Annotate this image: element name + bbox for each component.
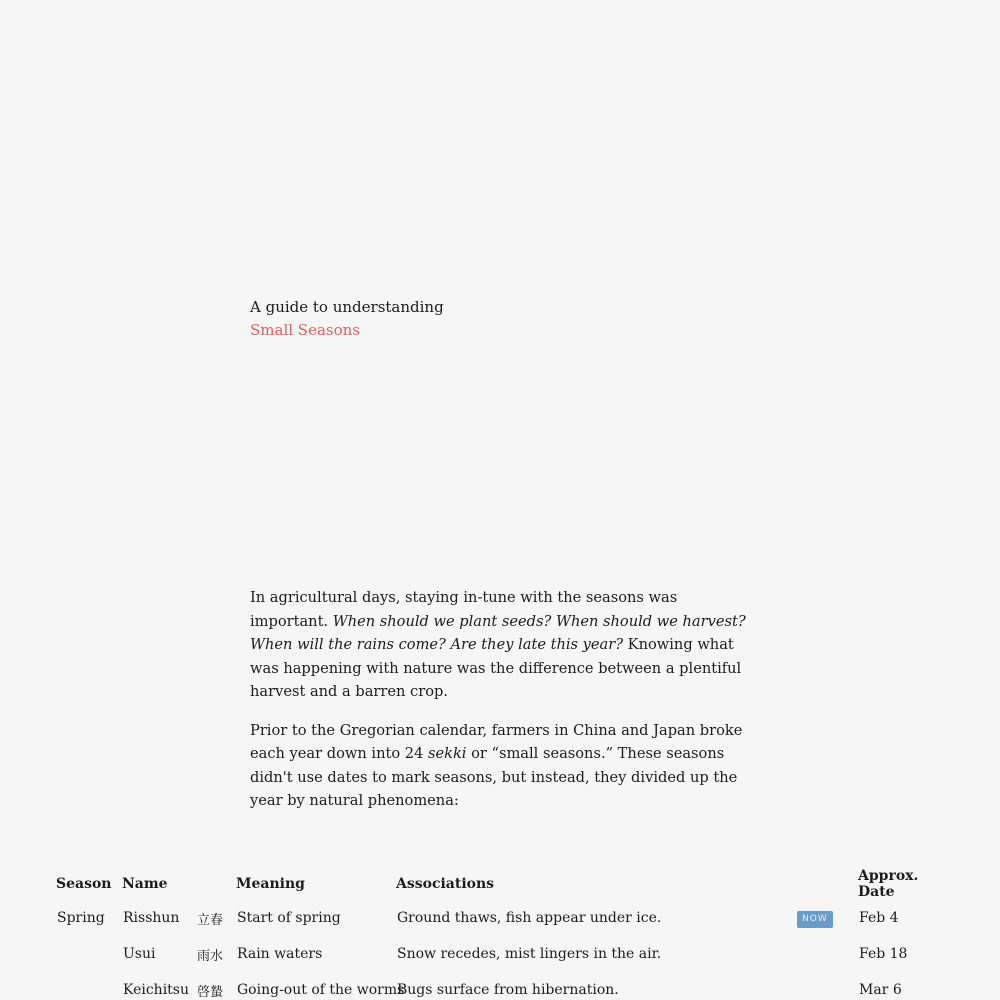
table-header-row <box>50 868 950 900</box>
seasons-table <box>50 868 950 1000</box>
cell-meaning: Start of spring <box>237 910 341 926</box>
intro-p1-questions: When should we plant seeds? When should we harvest? When will the rains come? Are they late this year? <box>250 612 746 653</box>
cell-now <box>790 972 852 1000</box>
cell-kanji: 雨水 <box>197 948 224 964</box>
table-row <box>50 900 950 936</box>
cell-meaning: Going-out of the worms <box>237 982 405 998</box>
now-badge: NOW <box>797 911 833 928</box>
intro-p2-sekki: sekki <box>427 745 467 762</box>
header-now <box>790 868 852 900</box>
hero <box>250 296 444 342</box>
cell-kanji: 啓蟄 <box>197 984 224 1000</box>
cell-kanji: 立春 <box>197 912 224 928</box>
cell-date: Mar 6 <box>859 982 902 998</box>
intro-paragraph-2 <box>250 719 750 813</box>
hero-title: Small Seasons <box>250 321 360 339</box>
intro-p1-start: In agricultural days, staying in-tune with the seasons was important. <box>250 589 678 630</box>
cell-name: Keichitsu <box>123 982 190 998</box>
cell-season <box>50 936 116 972</box>
header-associations: Associations <box>396 876 495 892</box>
cell-now <box>790 900 852 936</box>
cell-season: Spring <box>57 910 105 926</box>
cell-associations: Ground thaws, fish appear under ice. <box>397 910 662 926</box>
hero-kicker: A guide to understanding <box>250 298 444 316</box>
table-row <box>50 972 950 1000</box>
intro-p2-end: or “small seasons.” These seasons didn't use dates to mark seasons, but instead, they divided up the year by natural phenomena: <box>250 745 738 809</box>
header-date: Approx. Date <box>858 868 919 900</box>
table-row <box>50 936 950 972</box>
header-season: Season <box>56 876 112 892</box>
cell-date: Feb 18 <box>859 946 908 962</box>
cell-associations: Snow recedes, mist lingers in the air. <box>397 946 662 962</box>
cell-name: Usui <box>123 946 156 962</box>
cell-date: Feb 4 <box>859 910 899 926</box>
cell-season <box>50 972 116 1000</box>
header-meaning: Meaning <box>236 876 305 892</box>
intro-p2-start: Prior to the Gregorian calendar, farmers in China and Japan broke each year down into 24 <box>250 721 743 762</box>
cell-associations: Bugs surface from hibernation. <box>397 982 619 998</box>
header-name: Name <box>122 876 168 892</box>
cell-meaning: Rain waters <box>237 946 323 962</box>
cell-now <box>790 936 852 972</box>
cell-name: Risshun <box>123 910 180 926</box>
intro-paragraph-1 <box>250 586 750 704</box>
intro <box>250 586 750 828</box>
intro-p1-end: Knowing what was happening with nature was the difference between a plentiful harvest and a barren crop. <box>250 636 742 700</box>
